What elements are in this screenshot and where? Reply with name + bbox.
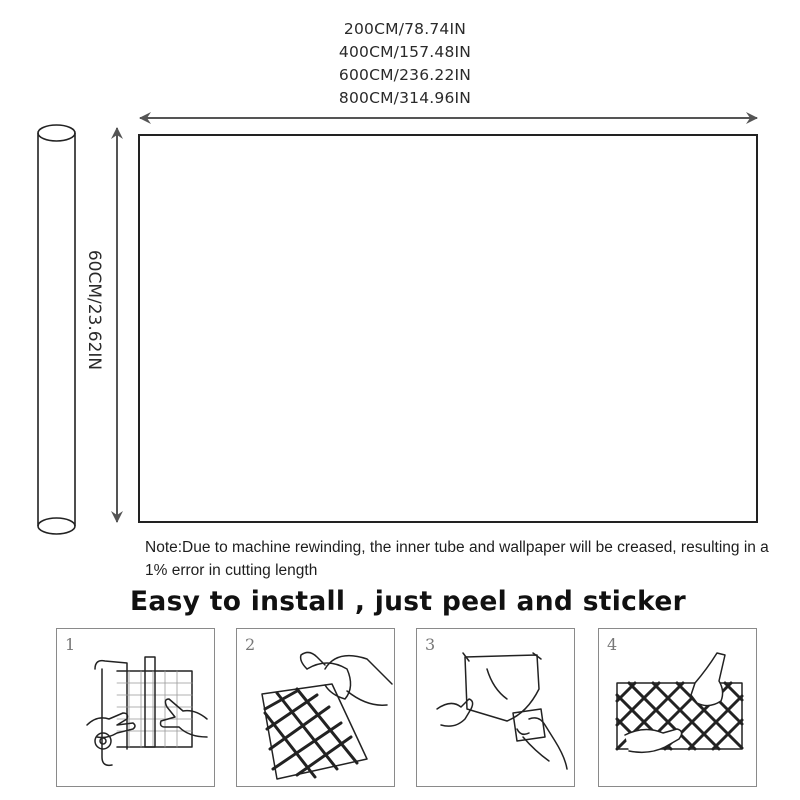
step-number: 4 xyxy=(607,635,618,654)
width-label-800: 800CM/314.96IN xyxy=(338,89,472,107)
step-number: 3 xyxy=(425,635,436,654)
install-headline: Easy to install , just peel and sticker xyxy=(130,586,686,617)
width-label-400: 400CM/157.48IN xyxy=(338,43,472,61)
install-step-1 xyxy=(56,628,215,787)
step-number: 2 xyxy=(245,635,256,654)
rewinding-note: Note:Due to machine rewinding, the inner tube and wallpaper will be creased, resulting in a 1% error in cutting length xyxy=(145,539,769,579)
width-label-200: 200CM/78.74IN xyxy=(343,20,467,38)
step-number: 1 xyxy=(65,635,76,654)
press-onto-wall-icon xyxy=(599,629,758,788)
apply-and-smooth-icon xyxy=(417,629,576,788)
install-step-4 xyxy=(598,628,757,787)
wallpaper-sheet-outline xyxy=(139,135,757,522)
measure-and-cut-icon xyxy=(57,629,216,788)
width-label-600: 600CM/236.22IN xyxy=(338,66,472,84)
peel-backing-icon xyxy=(237,629,396,788)
width-labels xyxy=(250,18,560,110)
height-label: 60CM/23.62IN xyxy=(84,249,104,371)
install-step-2 xyxy=(236,628,395,787)
install-step-3 xyxy=(416,628,575,787)
wallpaper-roll-icon xyxy=(38,125,75,534)
